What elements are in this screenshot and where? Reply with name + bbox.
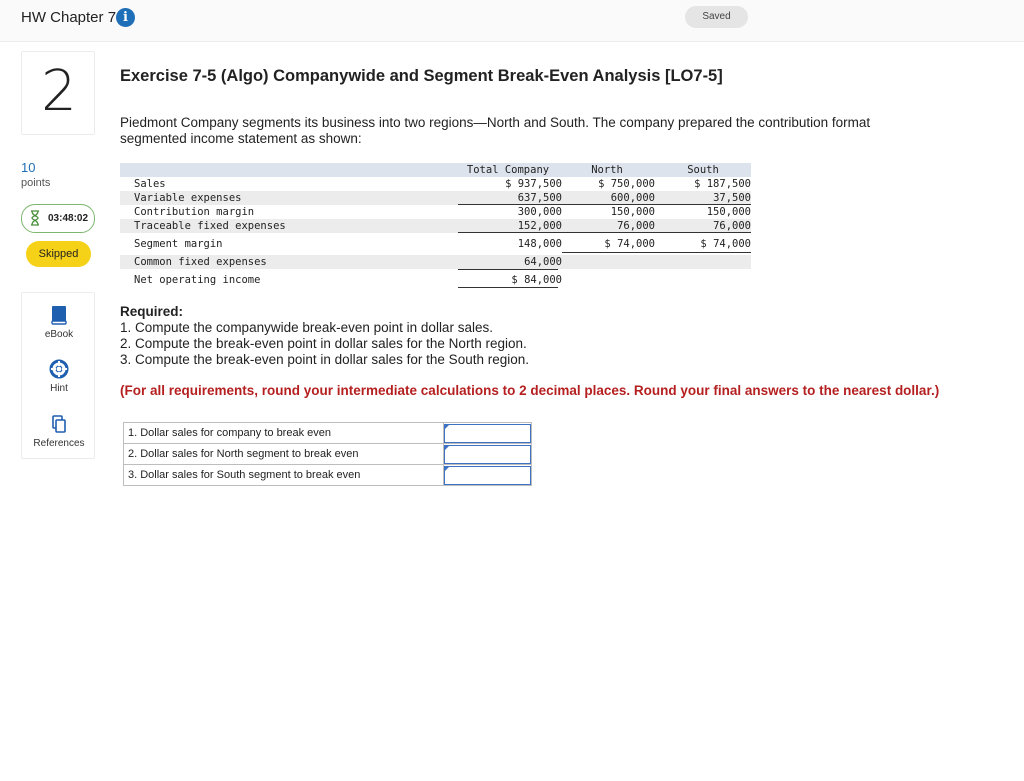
flag-icon	[445, 466, 450, 471]
table-row	[120, 219, 751, 233]
hint-button[interactable]	[22, 359, 96, 394]
requirement-item: 1. Compute the companywide break-even point in dollar sales.	[120, 320, 493, 335]
top-bar	[0, 0, 1024, 42]
question-number-box	[21, 51, 95, 135]
table-row	[120, 205, 751, 219]
cell-north: 76,000	[617, 220, 655, 232]
statement-header-row	[120, 163, 751, 177]
tools-panel	[21, 292, 95, 459]
row-label: Net operating income	[134, 274, 261, 286]
underline	[562, 232, 655, 233]
company-break-even-input[interactable]	[444, 424, 531, 443]
flag-icon	[445, 445, 450, 450]
col-header-south: South	[687, 164, 719, 176]
timer-text: 03:48:02	[48, 213, 89, 224]
lifebuoy-icon	[49, 359, 69, 379]
table-row	[124, 444, 532, 465]
cell-total: 148,000	[517, 238, 562, 250]
cell-south: 150,000	[706, 206, 751, 218]
cell-north: 600,000	[610, 192, 655, 204]
col-header-north: North	[591, 164, 623, 176]
references-button[interactable]	[22, 414, 96, 449]
cell-total: 64,000	[524, 256, 562, 268]
row-label: Contribution margin	[134, 206, 255, 218]
underline	[458, 232, 562, 233]
col-header-total: Total Company	[466, 164, 550, 176]
hint-label: Hint	[50, 383, 68, 394]
points-label: points	[21, 177, 51, 189]
references-label: References	[33, 438, 85, 449]
hourglass-icon	[30, 210, 40, 226]
table-row	[124, 465, 532, 486]
skipped-badge[interactable]: Skipped	[26, 241, 91, 267]
saved-status-badge: Saved	[685, 6, 748, 28]
answer-label: 2. Dollar sales for North segment to break even	[124, 444, 444, 465]
answer-label: 3. Dollar sales for South segment to break even	[124, 465, 444, 486]
south-break-even-input[interactable]	[444, 466, 531, 485]
row-label: Common fixed expenses	[134, 256, 267, 268]
cell-south: $ 187,500	[694, 178, 751, 190]
exercise-title: Exercise 7-5 (Algo) Companywide and Segment Break-Even Analysis [LO7-5]	[120, 67, 723, 85]
row-label: Variable expenses	[134, 192, 242, 204]
rounding-note: (For all requirements, round your intermediate calculations to 2 decimal places. Round your final answers to the nearest dollar.)	[120, 383, 940, 398]
points-value: 10	[21, 160, 36, 175]
timer-badge	[21, 204, 95, 233]
underline	[458, 269, 558, 270]
answer-table	[123, 422, 532, 486]
required-heading: Required:	[120, 304, 184, 319]
table-row	[120, 255, 751, 269]
cell-south: 37,500	[713, 192, 751, 204]
table-row	[120, 191, 751, 205]
cell-total: 300,000	[517, 206, 562, 218]
table-row	[120, 273, 751, 287]
row-label: Traceable fixed expenses	[134, 220, 286, 232]
answer-cell	[444, 423, 532, 444]
row-label: Sales	[134, 178, 166, 190]
underline	[655, 204, 751, 205]
row-label: Segment margin	[134, 238, 223, 250]
underline	[458, 287, 558, 288]
exercise-intro: Piedmont Company segments its business into two regions—North and South. The company prepared the contribution format segmented income statement as shown:	[120, 115, 871, 146]
cell-total: $ 84,000	[511, 274, 562, 286]
table-row	[120, 177, 751, 191]
cell-north: $ 74,000	[604, 238, 655, 250]
cell-south: 76,000	[713, 220, 751, 232]
underline	[562, 204, 655, 205]
copy-icon	[50, 414, 68, 434]
cell-total: 152,000	[517, 220, 562, 232]
answer-cell	[444, 465, 532, 486]
question-number: 2	[41, 59, 77, 124]
north-break-even-input[interactable]	[444, 445, 531, 464]
answer-label: 1. Dollar sales for company to break even	[124, 423, 444, 444]
ebook-label: eBook	[44, 329, 74, 340]
requirements	[120, 304, 529, 368]
underline	[655, 232, 751, 233]
underline	[458, 204, 562, 205]
cell-north: 150,000	[610, 206, 655, 218]
cell-total: 637,500	[517, 192, 562, 204]
ebook-button[interactable]	[22, 305, 96, 340]
requirement-item: 3. Compute the break-even point in dollar sales for the South region.	[120, 352, 529, 367]
flag-icon	[445, 424, 450, 429]
underline	[655, 252, 751, 253]
table-row	[120, 237, 751, 251]
requirement-item: 2. Compute the break-even point in dollar sales for the North region.	[120, 336, 527, 351]
answer-cell	[444, 444, 532, 465]
info-icon[interactable]: i	[116, 8, 135, 27]
book-icon	[50, 305, 68, 325]
table-row	[124, 423, 532, 444]
assignment-title: HW Chapter 7	[21, 9, 117, 26]
cell-north: $ 750,000	[598, 178, 655, 190]
cell-total: $ 937,500	[505, 178, 562, 190]
underline	[562, 252, 655, 253]
cell-south: $ 74,000	[700, 238, 751, 250]
